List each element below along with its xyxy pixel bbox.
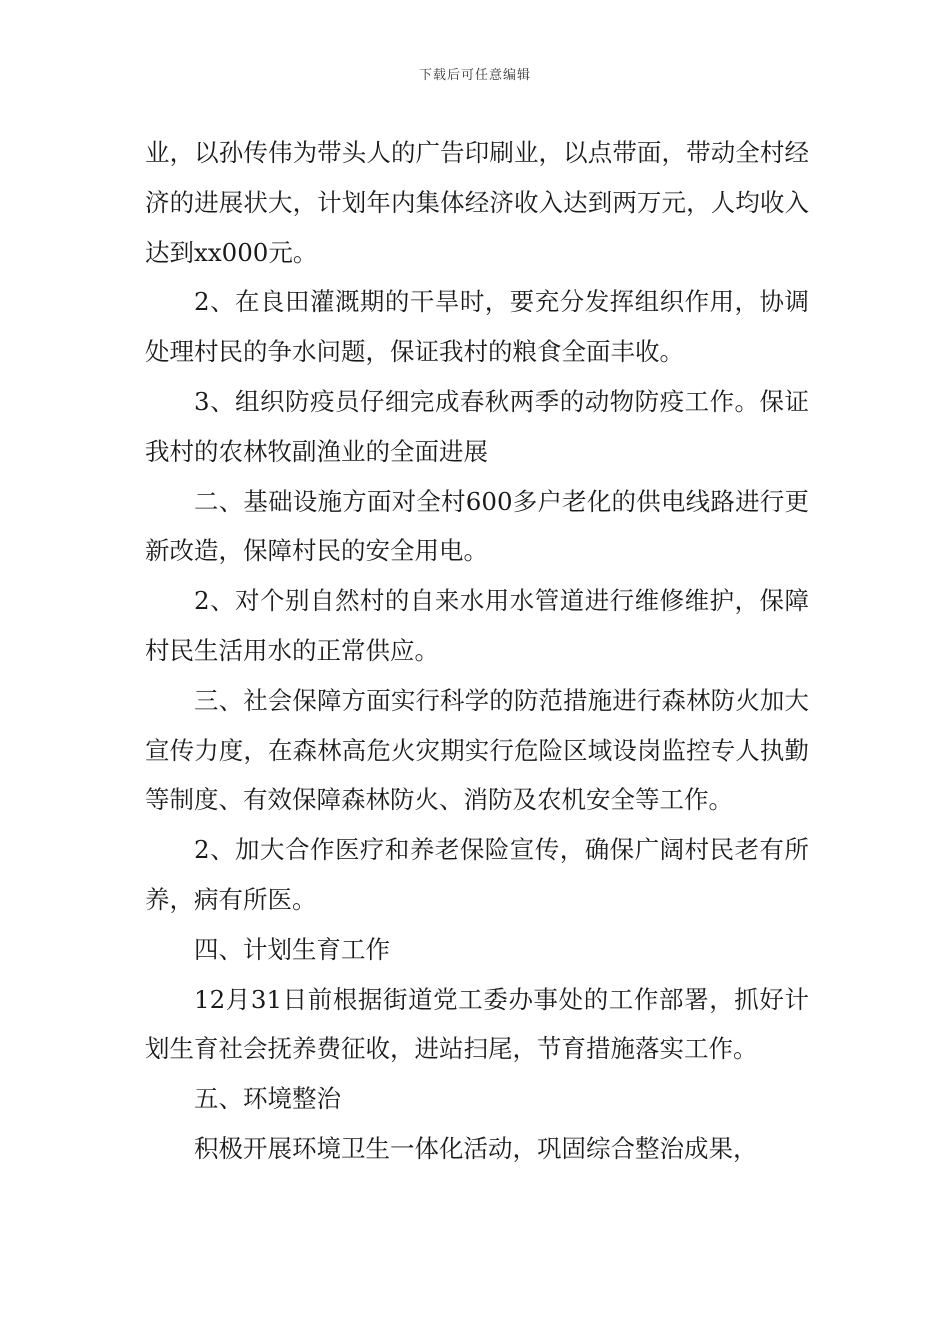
paragraph-4: 二、基础设施方面对全村600多户老化的供电线路进行更新改造，保障村民的安全用电。 — [145, 486, 809, 566]
paragraph-1: 业，以孙传伟为带头人的广告印刷业，以点带面，带动全村经济的进展状大，计划年内集体经济收入达到两万元，人均收入达到xx000元。 — [145, 138, 809, 267]
section-heading-5: 五、环境整治 — [194, 1084, 341, 1114]
section-heading-4: 四、计划生育工作 — [194, 934, 390, 964]
paragraph-5: 2、对个别自然村的自来水用水管道进行维修维护，保障村民生活用水的正常供应。 — [145, 586, 809, 665]
paragraph-8: 12月31日前根据街道党工委办事处的工作部署，抓好计划生育社会抚养费征收，进站扫尾，节育措施落实工作。 — [145, 984, 809, 1064]
paragraph-9: 积极开展环境卫生一体化活动，巩固综合整治成果， — [194, 1133, 758, 1163]
document-body — [145, 128, 809, 1174]
page-header: 下载后可任意编辑 — [418, 68, 531, 83]
paragraph-6: 三、社会保障方面实行科学的防范措施进行森林防火加大宣传力度，在森林高危火灾期实行危险区域设岗监控专人执勤等制度、有效保障森林防火、消防及农机安全等工作。 — [145, 685, 809, 815]
paragraph-3: 3、组织防疫员仔细完成春秋两季的动物防疫工作。保证我村的农林牧副渔业的全面进展 — [145, 386, 809, 466]
paragraph-2: 2、在良田灌溉期的干旱时，要充分发挥组织作用，协调处理村民的争水问题，保证我村的粮食全面丰收。 — [145, 287, 809, 367]
paragraph-7: 2、加大合作医疗和养老保险宣传，确保广阔村民老有所养，病有所医。 — [145, 835, 809, 914]
